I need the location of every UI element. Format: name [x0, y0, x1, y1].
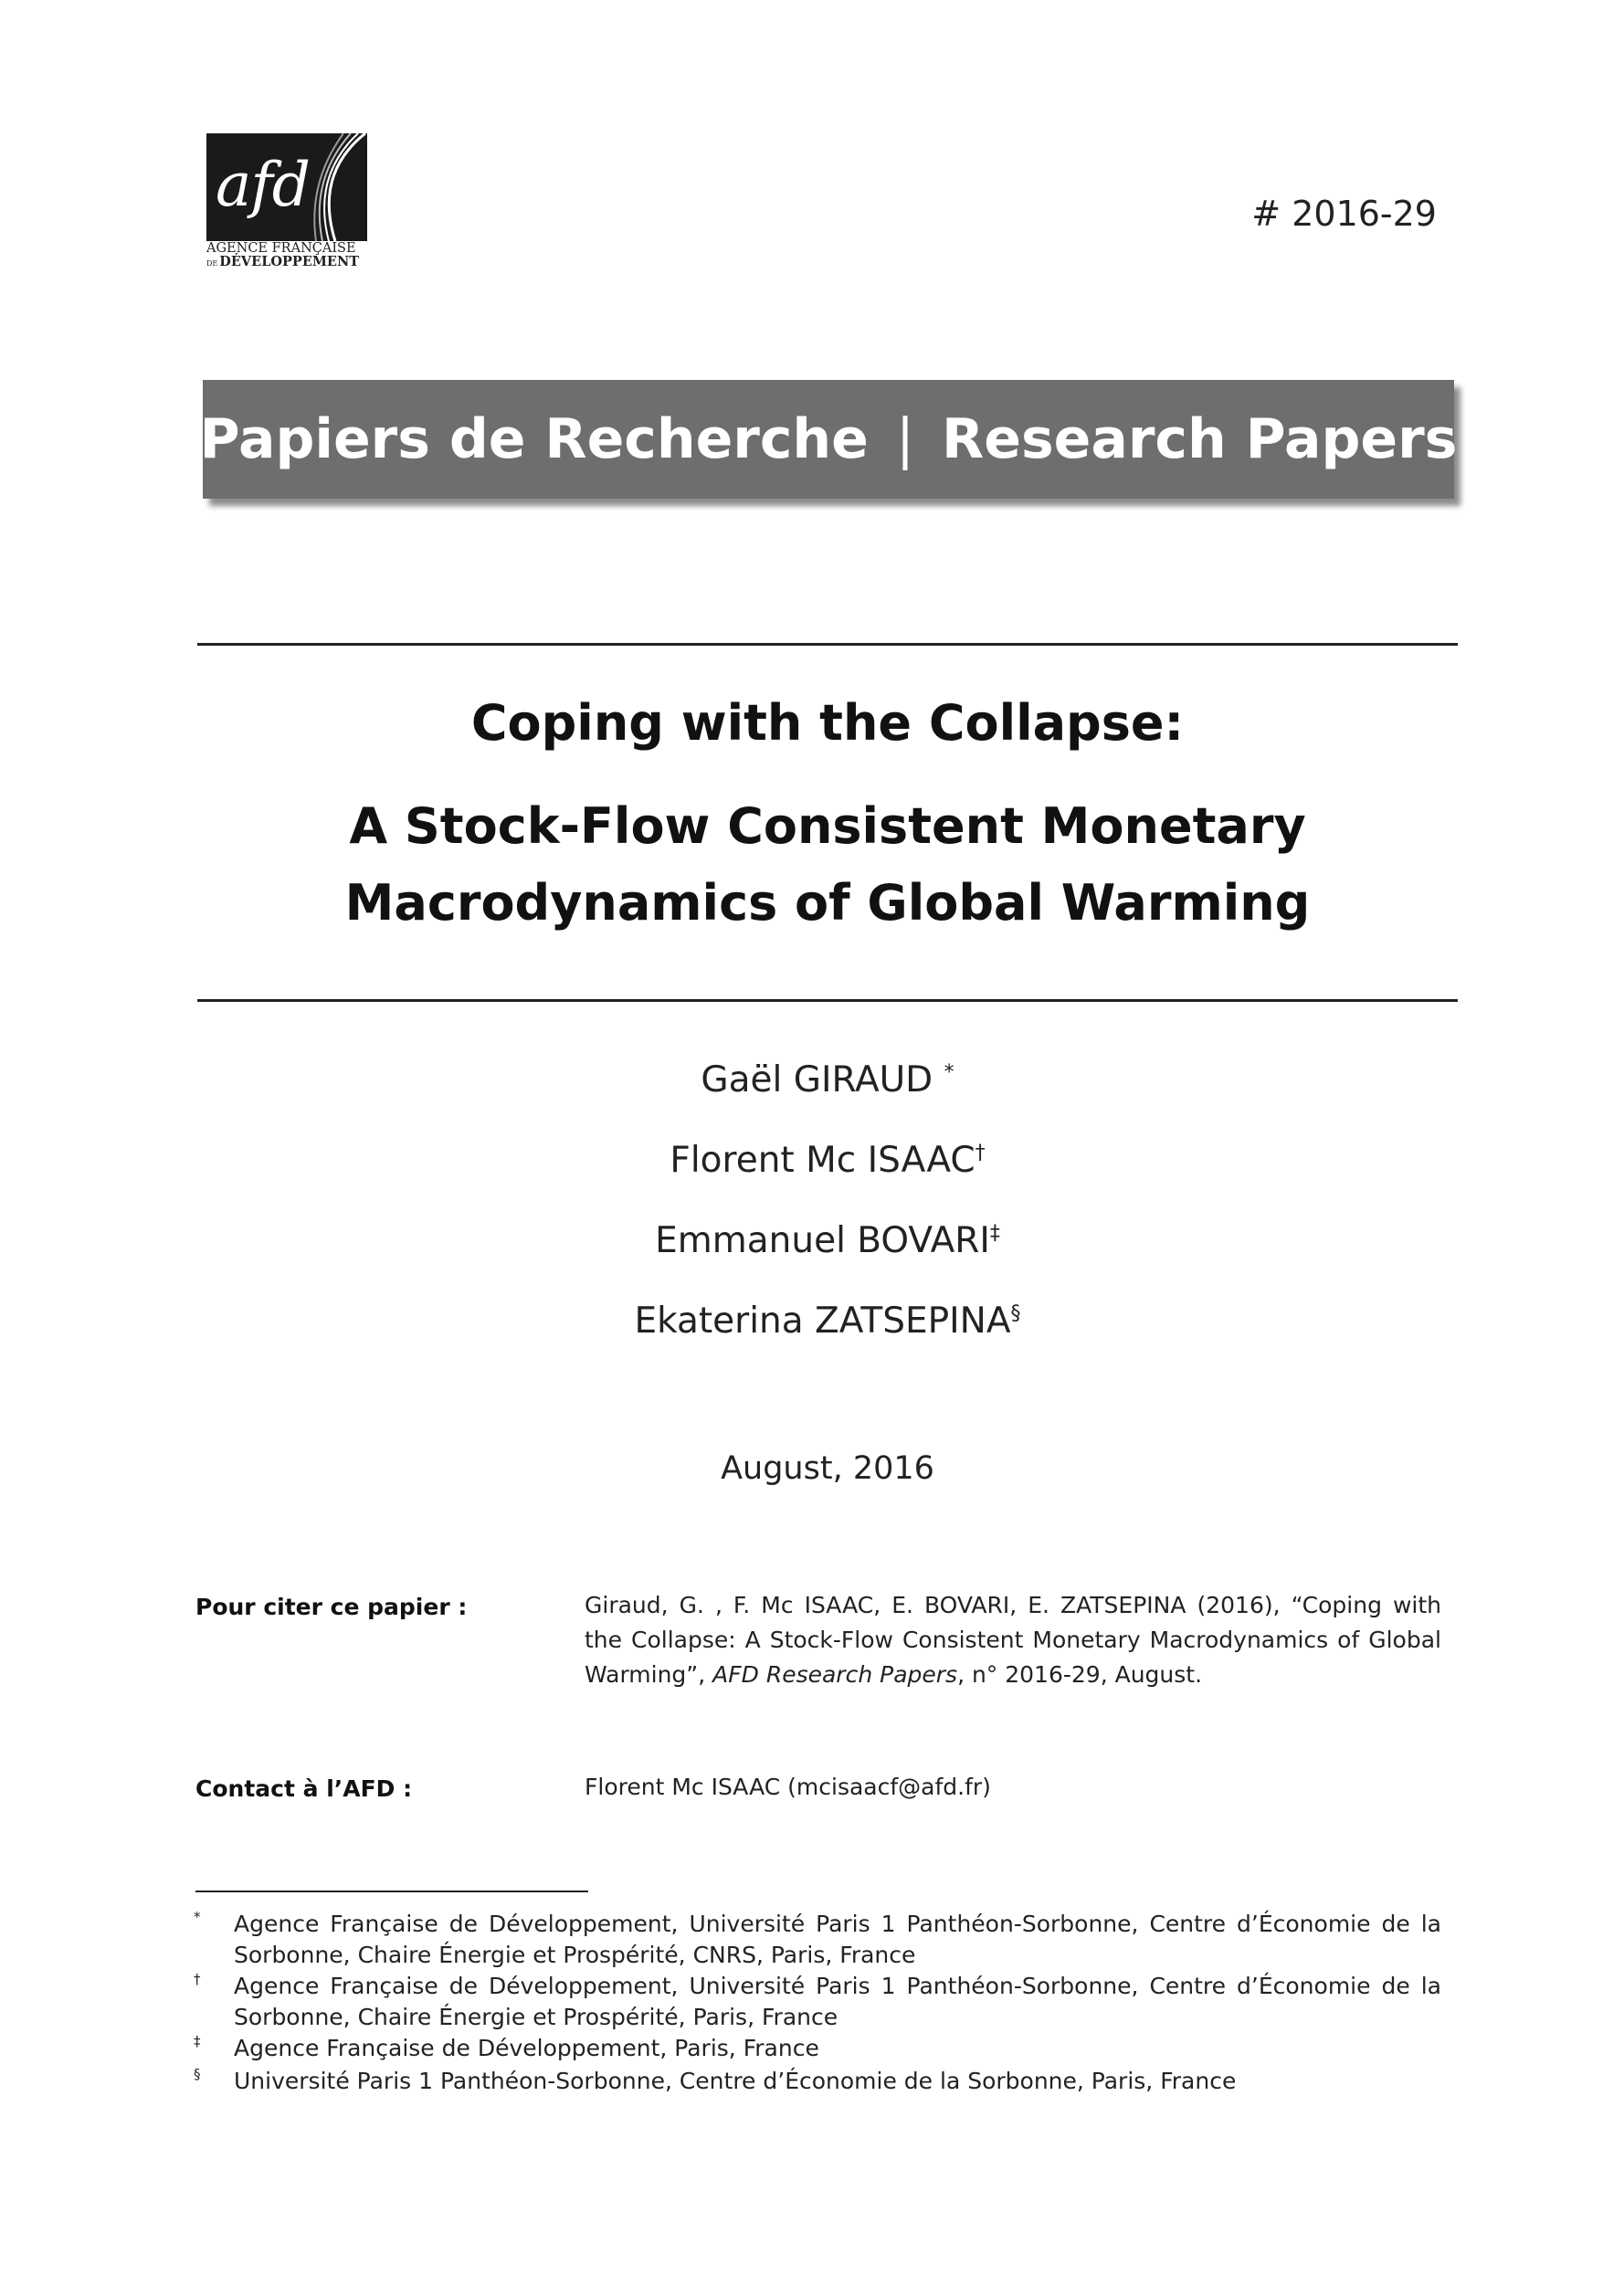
publication-date: August, 2016	[721, 1450, 934, 1487]
author-mark: §	[1010, 1302, 1021, 1325]
citation-text-before: Giraud, G. , F. Mc ISAAC, E. BOVARI, E. ZATSEPINA (2016), “Coping with the Collapse: A Stock-Flow Consistent Monetary Macrodynamics of Global Warming”,	[585, 1592, 1441, 1688]
citation-journal: AFD Research Papers	[712, 1661, 958, 1688]
title-line-3: Macrodynamics of Global Warming	[344, 874, 1311, 932]
citation-text-after: , n° 2016-29, August.	[957, 1661, 1203, 1688]
title-top-rule	[197, 643, 1458, 646]
logo-agency-line2	[206, 256, 367, 270]
series-french: Papiers de Recherche	[199, 407, 869, 471]
footnote-text: Agence Française de Développement, Paris, France	[234, 2035, 819, 2061]
author-1	[197, 1059, 1458, 1101]
title-bottom-rule	[197, 999, 1458, 1002]
footnote-text: Agence Française de Développement, Université Paris 1 Panthéon-Sorbonne, Centre d’Économie de la Sorbonne, Chaire Énergie et Prospérité, CNRS, Paris, France	[234, 1911, 1441, 1968]
author-mark: †	[975, 1142, 986, 1164]
author-name: Florent Mc ISAAC	[670, 1140, 975, 1181]
afd-logo	[206, 133, 367, 269]
series-separator: |	[895, 407, 915, 471]
logo-agency-prefix: DE	[206, 259, 218, 268]
footnote-text: Agence Française de Développement, Université Paris 1 Panthéon-Sorbonne, Centre d’Économie de la Sorbonne, Chaire Énergie et Prospérité, Paris, France	[234, 1973, 1441, 2030]
paper-number: # 2016-29	[1251, 194, 1437, 234]
author-name: Ekaterina ZATSEPINA	[634, 1301, 1011, 1342]
footnote-text: Université Paris 1 Panthéon-Sorbonne, Centre d’Économie de la Sorbonne, Paris, France	[234, 2068, 1237, 2094]
contact-value: Florent Mc ISAAC (mcisaacf@afd.fr)	[585, 1774, 991, 1800]
author-name: Emmanuel BOVARI	[655, 1220, 990, 1261]
series-english: Research Papers	[942, 407, 1458, 471]
footnote-mark: †	[194, 1971, 201, 1987]
logo-swirl-icon	[294, 133, 367, 241]
citation-text	[585, 1588, 1441, 1692]
citation-label: Pour citer ce papier :	[195, 1594, 468, 1620]
title-line-1: Coping with the Collapse:	[470, 694, 1185, 752]
author-2	[197, 1140, 1458, 1181]
author-mark: ‡	[989, 1222, 1000, 1245]
footnote-rule	[195, 1891, 588, 1892]
footnote-mark: ‡	[194, 2033, 201, 2049]
author-mark: *	[944, 1061, 954, 1084]
title-line-2: A Stock-Flow Consistent Monetary	[349, 797, 1306, 855]
contact-label: Contact à l’AFD :	[195, 1775, 413, 1802]
logo-agency-line2-text: DÉVELOPPEMENT	[219, 254, 360, 269]
author-3	[197, 1220, 1458, 1261]
footnote-mark: §	[194, 2066, 201, 2082]
author-4	[197, 1301, 1458, 1342]
footnote-mark: *	[194, 1909, 201, 1925]
author-name: Gaël GIRAUD	[701, 1059, 933, 1101]
afd-logo-box	[206, 133, 367, 241]
logo-agency-line1: AGENCE FRANÇAISE	[206, 241, 356, 256]
logo-wordmark: afd	[216, 150, 311, 220]
series-banner	[199, 380, 1458, 499]
